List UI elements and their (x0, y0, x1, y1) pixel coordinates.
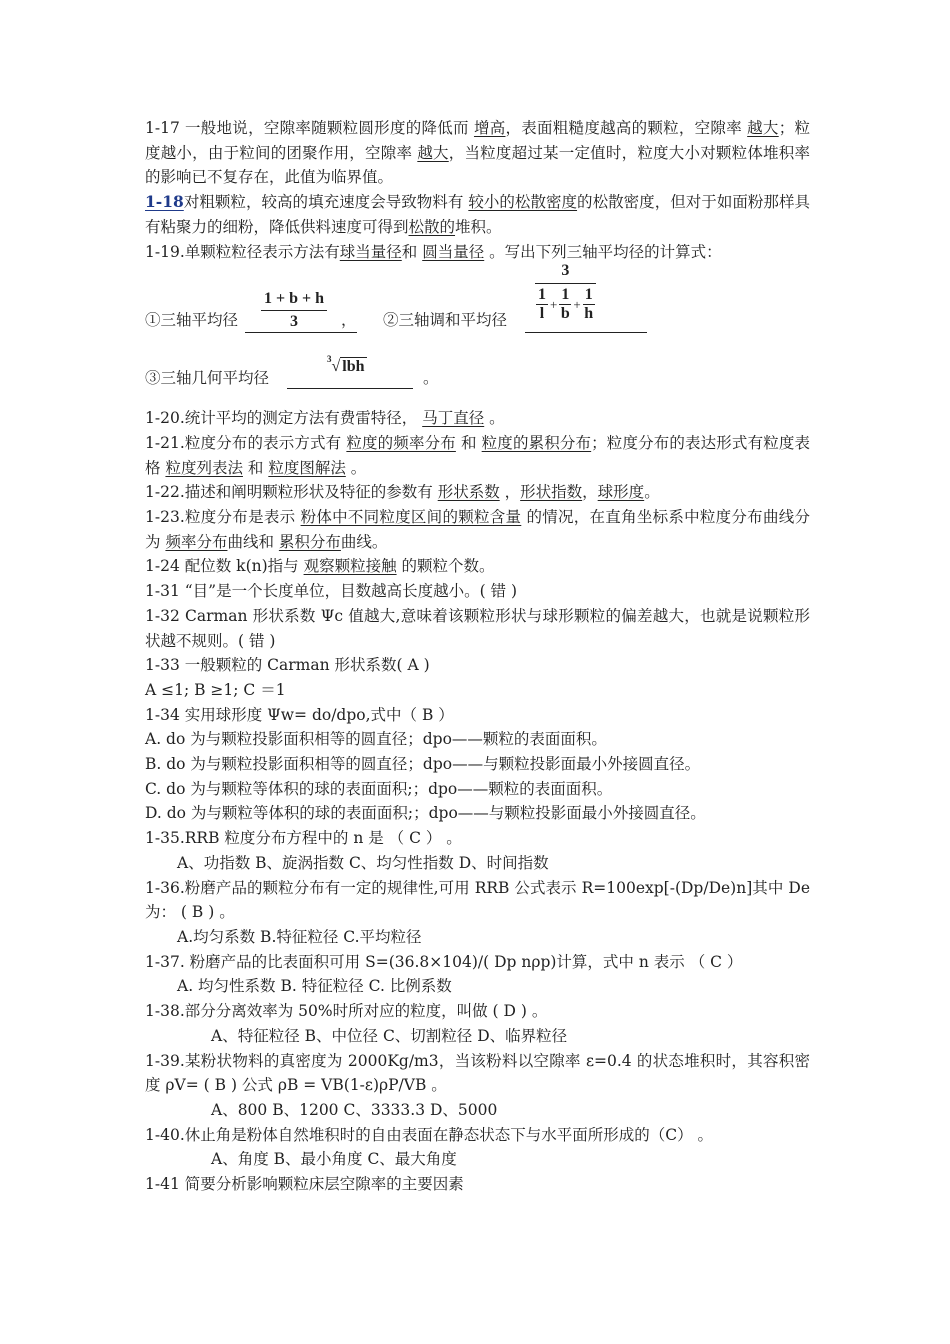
question-1-39: 1-39.某粉状物料的真密度为 2000Kg/m3，当该粉料以空隙率 ε=0.4 的状态堆积时，其容积密度 ρV= ( B ) 公式 ρB = VB(1-ε)ρP/VB 。 (145, 1051, 810, 1095)
answer-blank: 粉体中不同粒度区间的颗粒含量 (300, 508, 522, 527)
question-1-36-options: A.均匀系数 B.特征粒径 C.平均粒径 (177, 927, 422, 946)
question-1-37: 1-37. 粉磨产品的比表面积可用 S=(36.8×104)/( Dp nρp)计算，式中 n 表示 （ C ） (145, 952, 743, 971)
question-1-39-options: A、800 B、1200 C、3333.3 D、5000 (211, 1100, 498, 1119)
answer-blank: 形状系数 (437, 483, 500, 502)
answer-blank: 形状指数 (520, 483, 583, 502)
question-1-19: 1-19.单颗粒粒径表示方法有球当量径和 圆当量径 。写出下列三轴平均径的计算式： (145, 242, 722, 261)
question-1-35-options: A、功指数 B、旋涡指数 C、均匀性指数 D、时间指数 (177, 853, 549, 872)
question-1-38: 1-38.部分分离效率为 50%时所对应的粒度，叫做 ( D ) 。 (145, 1002, 548, 1021)
formula-row-1 (145, 264, 810, 350)
question-1-24: 1-24 配位数 k(n)指与 观察颗粒接触 的颗粒个数。 (145, 557, 495, 576)
answer-blank: 圆当量径 (422, 242, 485, 261)
answer-blank: 观察颗粒接触 (303, 557, 397, 576)
question-1-20: 1-20.统计平均的测定方法有费雷特径， 马丁直径 。 (145, 409, 505, 428)
question-1-33: 1-33 一般颗粒的 Carman 形状系数( A ) (145, 656, 430, 675)
radical-sign: √ (331, 358, 341, 376)
answer-blank: 松散的 (408, 217, 456, 236)
answer-blank: 粒度图解法 (268, 458, 346, 477)
question-1-18: 1-18对粗颗粒，较高的填充速度会导致物料有 较小的松散密度的松散密度，但对于如面粉那样具有粘聚力的细粉，降低供料速度可得到松散的堆积。 (145, 192, 810, 236)
question-1-32: 1-32 Carman 形状系数 Ψc 值越大,意味着该颗粒形状与球形颗粒的偏差越大，也就是说颗粒形状越不规则。( 错 ) (145, 606, 810, 650)
formula-label: ③三轴几何平均径 (145, 369, 270, 388)
option-d: D. do 为与颗粒等体积的球的表面面积;；dpo——与颗粒投影面最小外接圆直径。 (145, 804, 706, 823)
question-1-34: 1-34 实用球形度 Ψw= do/dpo,式中（ B ） (145, 705, 454, 724)
answer-blank: 累积分布 (278, 532, 341, 551)
formula-label: ①三轴平均径 (145, 311, 239, 330)
harmonic-mean-formula: 3 $\frac{1}{l}$ + $\frac{1}{b}$ + $\frac{1}{h}$ (535, 262, 596, 323)
answer-blank: 频率分布 (165, 532, 228, 551)
answer-blank: 粒度列表法 (165, 458, 243, 477)
question-1-22: 1-22.描述和阐明颗粒形状及特征的参数有 形状系数 ，形状指数，球形度。 (145, 483, 660, 502)
question-1-33-options: A ≤1; B ≥1; C ＝1 (145, 680, 286, 699)
answer-blank: 增高 (473, 119, 506, 137)
question-1-17: 1-17 一般地说，空隙率随颗粒圆形度的降低而 增高，表面粗糙度越高的颗粒，空隙率 越大；粒度越小，由于粒间的团聚作用，空隙率 越大，当粒度超过某一定值时，粒度大小对颗粒体堆积率的影响已不复存在，此值为临界值。 (145, 119, 810, 187)
question-1-21: 1-21.粒度分布的表示方式有 粒度的频率分布 和 粒度的累积分布；粒度分布的表达形式有粒度表格 粒度列表法 和 粒度图解法 。 (145, 433, 810, 477)
answer-blank: 越大 (417, 143, 449, 162)
answer-blank: 马丁直径 (422, 409, 485, 428)
question-1-23: 1-23.粒度分布是表示 粉体中不同粒度区间的颗粒含量 的情况，在直角坐标系中粒度分布曲线分为 频率分布曲线和 累积分布曲线。 (145, 508, 810, 551)
answer-blank: 球当量径 (339, 242, 402, 261)
answer-blank: 较小的松散密度 (468, 193, 578, 212)
answer-blank: 球形度 (597, 483, 645, 502)
question-1-35: 1-35.RRB 粒度分布方程中的 n 是 （ C ） 。 (145, 829, 462, 848)
arithmetic-mean-formula: $\frac{1 + b + h}{3}$ (261, 290, 327, 331)
comma: ， (341, 311, 357, 330)
answer-blank: 粒度的频率分布 (346, 433, 456, 452)
question-1-40: 1-40.休止角是粉体自然堆积时的自由表面在静态状态下与水平面所形成的（C） 。 (145, 1125, 714, 1144)
question-1-31: 1-31 “目”是一个长度单位，目数越高长度越小。( 错 ) (145, 582, 518, 601)
period: 。 (423, 369, 439, 388)
formula-row-2 (145, 350, 810, 406)
option-a: A. do 为与颗粒投影面积相等的圆直径；dpo——颗粒的表面面积。 (145, 730, 607, 749)
document-body (145, 116, 810, 1197)
formula-label: ②三轴调和平均径 (383, 311, 508, 330)
question-1-38-options: A、特征粒径 B、中位径 C、切割粒径 D、临界粒径 (211, 1026, 568, 1045)
question-1-36: 1-36.粉磨产品的颗粒分布有一定的规律性,可用 RRB 公式表示 R=100exp[-(Dp/De)n]其中 De 为： ( B ) 。 (145, 878, 810, 922)
option-c: C. do 为与颗粒等体积的球的表面面积;；dpo——颗粒的表面面积。 (145, 779, 613, 798)
question-number: 1-18 (145, 192, 184, 212)
answer-blank: 越大 (747, 119, 779, 137)
question-1-37-options: A. 均匀性系数 B. 特征粒径 C. 比例系数 (177, 977, 452, 996)
question-1-40-options: A、角度 B、最小角度 C、最大角度 (211, 1150, 457, 1169)
geometric-mean-formula: $^3$√ lbh (327, 354, 365, 376)
option-b: B. do 为与颗粒投影面积相等的圆直径；dpo——与颗粒投影面最小外接圆直径。 (145, 755, 701, 774)
question-1-41: 1-41 简要分析影响颗粒床层空隙率的主要因素 (145, 1175, 464, 1194)
answer-blank: 粒度的累积分布 (481, 433, 592, 452)
